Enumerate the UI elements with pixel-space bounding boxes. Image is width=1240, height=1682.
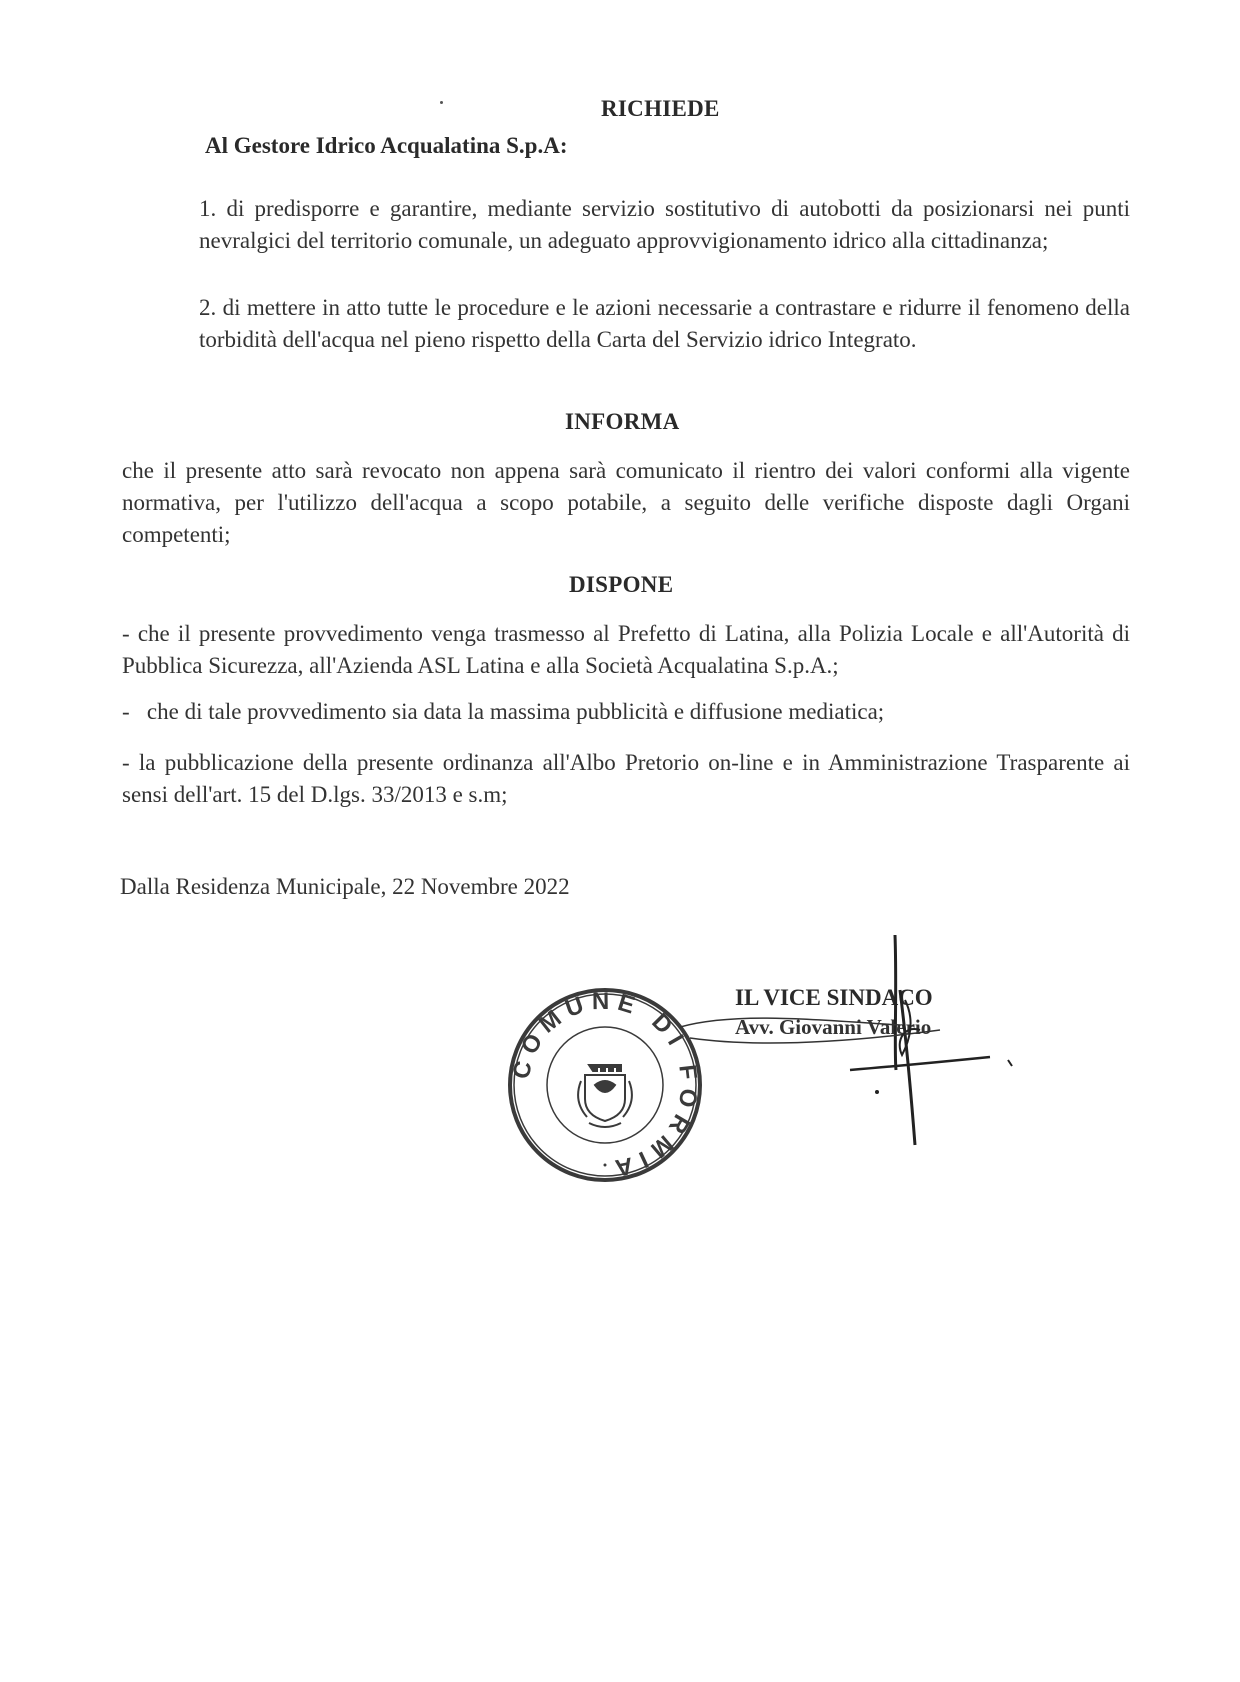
place-date: Dalla Residenza Municipale, 22 Novembre 2022 <box>120 874 570 899</box>
recipient-line: Al Gestore Idrico Acqualatina S.p.A: <box>205 133 568 158</box>
heading-richiede: RICHIEDE <box>601 96 720 121</box>
dispone-item-3: - la pubblicazione della presente ordinanza all'Albo Pretorio on-line e in Amministrazione Trasparente ai sensi dell'art. 15 del D.lgs. 33/2013 e s.m; <box>122 750 1130 807</box>
dispone-item-1: - che il presente provvedimento venga trasmesso al Prefetto di Latina, alla Polizia Locale e all'Autorità di Pubblica Sicurezza, all'Azienda ASL Latina e alla Società Acqualatina S.p.A.; <box>122 621 1130 678</box>
handwritten-signature <box>680 930 1020 1150</box>
scan-speck <box>440 101 443 104</box>
richiede-item-2: 2. di mettere in atto tutte le procedure e le azioni necessarie a contrastare e ridurre il fenomeno della torbidità dell'acqua nel pieno rispetto della Carta del Servizio idrico Integrato. <box>199 295 1130 352</box>
informa-text: che il presente atto sarà revocato non appena sarà comunicato il rientro dei valori conformi alla vigente normativa, per l'utilizzo dell'acqua a scopo potabile, a seguito delle verifiche disposte dagli Organi competenti; <box>122 458 1130 547</box>
comune-di-formia-stamp <box>505 985 705 1185</box>
stamp-text: COMUNE DI FORMIA <box>507 987 703 1183</box>
richiede-item-1: 1. di predisporre e garantire, mediante servizio sostitutivo di autobotti da posizionarsi nei punti nevralgici del territorio comunale, un adeguato approvvigionamento idrico alla cittadinanza; <box>199 196 1130 253</box>
dispone-item-2: - che di tale provvedimento sia data la massima pubblicità e diffusione mediatica; <box>122 699 885 724</box>
signatory-title: IL VICE SINDACO <box>735 985 933 1010</box>
heading-dispone: DISPONE <box>569 572 674 597</box>
municipal-crest-icon <box>578 1065 632 1127</box>
heading-informa: INFORMA <box>565 409 680 434</box>
signatory-name: Avv. Giovanni Valerio <box>735 1015 932 1039</box>
